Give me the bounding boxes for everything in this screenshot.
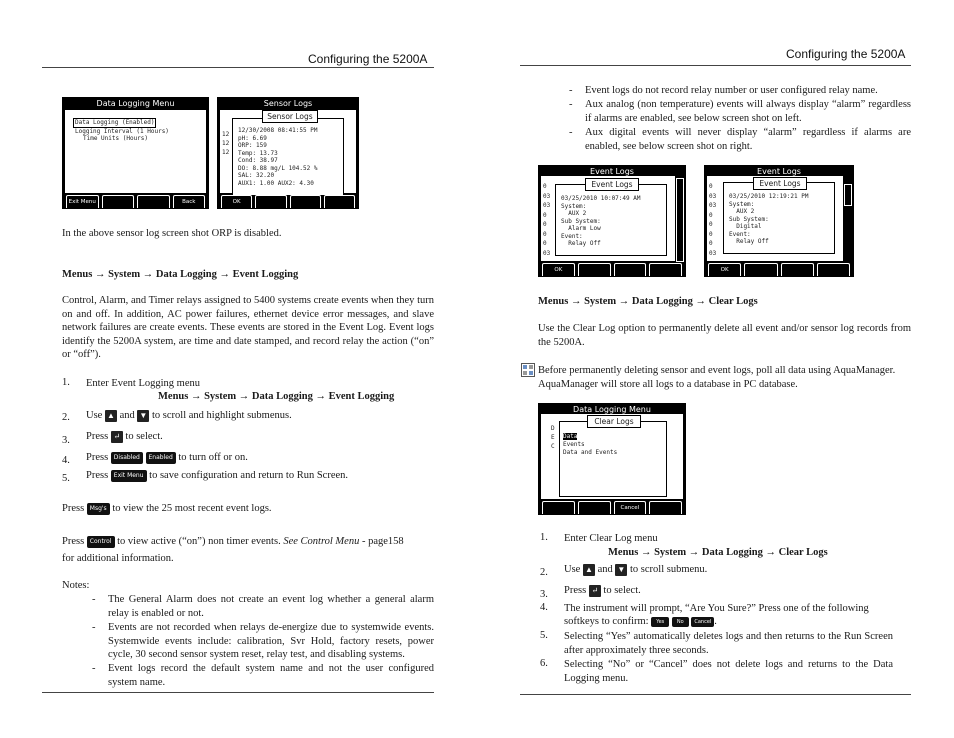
side-label: 0 — [543, 240, 547, 247]
enter-key-icon: ↵ — [589, 585, 601, 597]
menu-line-time-units: Time Units (Hours) — [83, 135, 149, 142]
clear-logs-paragraph: Use the Clear Log option to permanently delete all event and/or sensor log records from the 5200A. — [538, 323, 911, 348]
aquamanager-note-1: Before permanently deleting sensor and event logs, poll all data using AquaManager. — [538, 365, 896, 376]
side-label: 03 — [543, 249, 551, 257]
step3-post: to select. — [603, 585, 641, 596]
softkey-row — [218, 195, 358, 208]
softkey-3 — [614, 263, 647, 276]
step-number: 2. — [540, 567, 548, 578]
clear-step1-path: Menus → System → Data Logging → Clear Logs — [608, 547, 828, 558]
press-control-pre: Press — [62, 536, 85, 547]
softkey-3 — [781, 263, 814, 276]
scrollbar[interactable] — [676, 178, 684, 262]
press-msgs-line — [62, 499, 272, 519]
left-page-header: Configuring the 5200A — [308, 52, 428, 66]
screen-title: Sensor Logs — [263, 99, 313, 108]
enter-key-icon: ↵ — [111, 431, 123, 443]
notes-title: Notes: — [62, 580, 90, 591]
softkey-row — [63, 195, 208, 208]
bullet-aux-digital: Aux digital events will never display “alarm” regardless if alarms are enabled, see below screen shot on right. — [585, 127, 911, 152]
softkey-exit-menu: Exit Menu — [66, 195, 99, 208]
popup-title: Event Logs — [585, 178, 639, 191]
log-line: AUX 2 — [729, 208, 755, 215]
log-line: Sub System: — [729, 215, 769, 223]
log-line: Relay Off — [729, 238, 769, 245]
popup-title: Event Logs — [753, 177, 807, 190]
log-line: Sub System: — [561, 217, 601, 225]
softkey-3 — [290, 195, 321, 208]
log-line: Event: — [561, 232, 583, 240]
side-label: D — [551, 425, 555, 432]
sensor-logs-screenshot — [217, 97, 359, 209]
log-line: 03/25/2010 10:07:49 AM — [561, 195, 641, 202]
softkey-row — [705, 263, 853, 276]
log-line: 12/30/2008 08:41:55 PM — [238, 127, 318, 134]
step2-line — [86, 406, 292, 426]
step3-line — [86, 427, 163, 447]
no-softkey: No — [672, 617, 689, 627]
event-logs-digital-screenshot — [704, 165, 854, 277]
popup-title: Clear Logs — [587, 415, 641, 428]
softkey-row — [539, 263, 685, 276]
log-line: Alarm Low — [561, 225, 601, 232]
clear-logs-path: Menus → System → Data Logging → Clear Logs — [538, 296, 758, 307]
log-line: 03/25/2010 12:19:21 PM — [729, 193, 809, 200]
note-dash: - — [92, 622, 96, 633]
down-arrow-icon: ▼ — [615, 564, 627, 576]
screen-body — [65, 110, 206, 193]
clear-step3-line — [564, 581, 641, 601]
event-logging-paragraph: Control, Alarm, and Timer relays assigned to 5400 systems create events when they turn on and off. In addition, AC power failures, ethernet device error messages, and slave network failures are create events. These events are stored in the Event Log. Event logs identify the 5200A system, are time and date stamped, and record relay the action (“on” or “off”). — [62, 295, 434, 360]
press-msgs-pre: Press — [62, 503, 85, 514]
right-page-header: Configuring the 5200A — [786, 47, 906, 61]
event-logs-popup — [555, 184, 667, 256]
side-label: 12 — [222, 131, 230, 138]
up-arrow-icon: ▲ — [583, 564, 595, 576]
sensor-log-caption: In the above sensor log screen shot ORP is disabled. — [62, 228, 282, 239]
option-data-and-events: Data and Events — [563, 449, 618, 456]
softkey-4 — [649, 501, 682, 514]
side-label: C — [551, 443, 555, 450]
side-label: 0 — [709, 211, 713, 219]
event-logs-alarm-screenshot — [538, 165, 686, 277]
press-control-line2: for additional information. — [62, 553, 174, 564]
log-line: pH: 6.69 — [238, 134, 267, 142]
softkey-2 — [255, 195, 286, 208]
step2-post: to scroll and highlight submenus. — [152, 410, 292, 421]
step2-pre: Use — [564, 564, 581, 575]
step5-pre: Press — [86, 470, 109, 481]
exit-menu-softkey: Exit Menu — [111, 470, 147, 482]
disabled-softkey: Disabled — [111, 452, 143, 464]
step-number: 1. — [540, 532, 548, 543]
side-label: 03 — [709, 202, 717, 209]
step2-post: to scroll submenu. — [630, 564, 708, 575]
log-line: AUX 2 — [561, 210, 587, 217]
side-label: 03 — [709, 192, 717, 200]
log-line: AUX1: 1.00 AUX2: 4.30 — [238, 179, 314, 187]
step5-post: to save configuration and return to Run Screen. — [149, 470, 349, 481]
clear-step1-text: Enter Clear Log menu — [564, 533, 658, 544]
left-footer-rule — [42, 692, 434, 693]
side-label: 12 — [222, 140, 230, 147]
side-label: 0 — [543, 183, 547, 190]
side-label: 0 — [709, 240, 713, 247]
scrollbar[interactable] — [844, 184, 852, 206]
menu-line-data-logging: Data Logging (Enabled) — [75, 119, 155, 126]
note-dash: - — [92, 663, 96, 674]
screen-title: Event Logs — [757, 167, 801, 176]
page-reference: - page158 — [361, 536, 404, 547]
side-label: 0 — [543, 211, 547, 219]
control-softkey: Control — [87, 536, 115, 548]
control-menu-reference: See Control Menu — [283, 536, 360, 547]
note-general-alarm: The General Alarm does not create an event log whether a general alarm relay is enabled or not. — [108, 594, 434, 619]
softkey-4 — [324, 195, 355, 208]
step-number: 3. — [540, 589, 548, 600]
clear-step5: Selecting “Yes” automatically deletes logs and then returns to the Run Screen after approximately three seconds. — [564, 631, 893, 656]
bullet-aux-analog: Aux analog (non temperature) events will always display “alarm” regardless if alarms are enabled, see below screen shot on left. — [585, 99, 911, 124]
softkey-2 — [578, 501, 611, 514]
note-icon — [521, 363, 535, 382]
step2-and: and — [119, 410, 135, 421]
menu-line-interval: Logging Interval (1 Hours) — [75, 127, 169, 135]
side-label: 12 — [222, 149, 230, 156]
up-arrow-icon: ▲ — [105, 410, 117, 422]
softkey-1 — [542, 501, 575, 514]
log-line: System: — [729, 200, 755, 208]
left-header-rule — [42, 67, 434, 68]
step3-pre: Press — [86, 431, 109, 442]
step5-line — [86, 466, 348, 486]
step-number: 6. — [540, 658, 548, 669]
side-label: 0 — [709, 221, 713, 228]
softkey-ok: OK — [221, 195, 252, 208]
log-line: Temp: 13.73 — [238, 149, 278, 157]
side-label: 03 — [543, 202, 551, 209]
log-line: Relay Off — [561, 240, 601, 247]
softkey-3 — [137, 195, 170, 208]
aquamanager-note-2: AquaManager will store all logs to a database in PC database. — [538, 379, 798, 390]
step-number: 5. — [540, 630, 548, 641]
screen-title: Event Logs — [590, 167, 634, 176]
note-dash: - — [92, 594, 96, 605]
press-control-line — [62, 532, 404, 552]
note-grid-icon — [521, 363, 535, 377]
right-footer-rule — [520, 694, 911, 695]
log-line: SAL: 32.20 — [238, 172, 275, 179]
clear-logs-popup — [559, 421, 667, 497]
screen-title: Data Logging Menu — [96, 99, 175, 108]
screen-title: Data Logging Menu — [573, 405, 651, 414]
softkey-row — [539, 501, 685, 514]
softkey-2 — [744, 263, 777, 276]
softkey-back: Back — [173, 195, 206, 208]
option-events: Events — [563, 441, 585, 448]
down-arrow-icon: ▼ — [137, 410, 149, 422]
yes-softkey: Yes — [651, 617, 669, 627]
step2-and: and — [597, 564, 613, 575]
cancel-softkey: Cancel — [691, 617, 714, 627]
step-number: 1. — [62, 377, 70, 388]
step4-pre: Press — [86, 452, 109, 463]
step1-text: Enter Event Logging menu — [86, 378, 201, 389]
log-line: System: — [561, 202, 587, 210]
step-number: 5. — [62, 473, 70, 484]
softkey-ok: OK — [708, 263, 741, 276]
softkey-4 — [817, 263, 850, 276]
press-msgs-post: to view the 25 most recent event logs. — [112, 503, 272, 514]
clear-step4-line1: The instrument will prompt, “Are You Sure?” Press one of the following — [564, 603, 869, 614]
bullet-dash: - — [569, 85, 573, 96]
step3-pre: Press — [564, 585, 587, 596]
bullet-relay-name: Event logs do not record relay number or user configured relay name. — [585, 85, 878, 96]
step4-post: to turn off or on. — [178, 452, 248, 463]
log-line: Digital — [729, 223, 762, 230]
side-label: 03 — [709, 249, 717, 257]
bullet-dash: - — [569, 99, 573, 110]
clear-step6: Selecting “No” or “Cancel” does not delete logs and returns to the Data Logging menu. — [564, 659, 893, 684]
step4-confirm-text: softkeys to confirm: — [564, 616, 649, 627]
step3-post: to select. — [125, 431, 163, 442]
softkey-4 — [649, 263, 682, 276]
log-line: Event: — [729, 230, 751, 238]
step2-pre: Use — [86, 410, 103, 421]
note-system-name: Event logs record the default system name and not the user configured system name. — [108, 663, 434, 688]
step-number: 4. — [540, 602, 548, 613]
step4-line — [86, 448, 248, 468]
side-label: 0 — [709, 183, 713, 190]
msgs-softkey: Msg's — [87, 503, 110, 515]
press-control-mid: to view active (“on”) non timer events. — [117, 536, 281, 547]
side-label: 0 — [709, 230, 713, 238]
right-header-rule — [520, 65, 911, 66]
side-label: 0 — [543, 230, 547, 238]
softkey-cancel: Cancel — [614, 501, 647, 514]
event-logging-path: Menus → System → Data Logging → Event Logging — [62, 269, 299, 280]
side-label: E — [551, 434, 555, 441]
option-data: Data — [563, 433, 578, 440]
note-systemwide: Events are not recorded when relays de-energize due to systemwide events. Systemwide events include: calibration, Svr Hold, factory resets, power cycle, 30 second sensor system reset, relay test, and disabling systems. — [108, 622, 434, 660]
bullet-dash: - — [569, 127, 573, 138]
enabled-softkey: Enabled — [146, 452, 176, 464]
clear-step4-line2: softkeys to confirm: Yes No Cancel . — [564, 616, 717, 627]
clear-step2-line — [564, 560, 707, 580]
popup-title: Sensor Logs — [262, 110, 318, 123]
side-label: 0 — [543, 221, 547, 228]
data-logging-menu-screenshot — [62, 97, 209, 209]
step-number: 3. — [62, 435, 70, 446]
clear-logs-screenshot — [538, 403, 686, 515]
softkey-ok: OK — [542, 263, 575, 276]
softkey-2 — [102, 195, 135, 208]
step-number: 4. — [62, 455, 70, 466]
log-line: ORP: 159 — [238, 142, 267, 149]
step1-path: Menus → System → Data Logging → Event Logging — [158, 391, 395, 402]
log-line: Cond: 38.97 — [238, 157, 278, 164]
step-number: 2. — [62, 412, 70, 423]
side-label: 03 — [543, 192, 551, 200]
log-line: DO: 8.88 mg/L 104.52 % — [238, 164, 318, 172]
softkey-2 — [578, 263, 611, 276]
event-logs-popup — [723, 182, 835, 254]
sensor-logs-popup — [232, 118, 344, 196]
